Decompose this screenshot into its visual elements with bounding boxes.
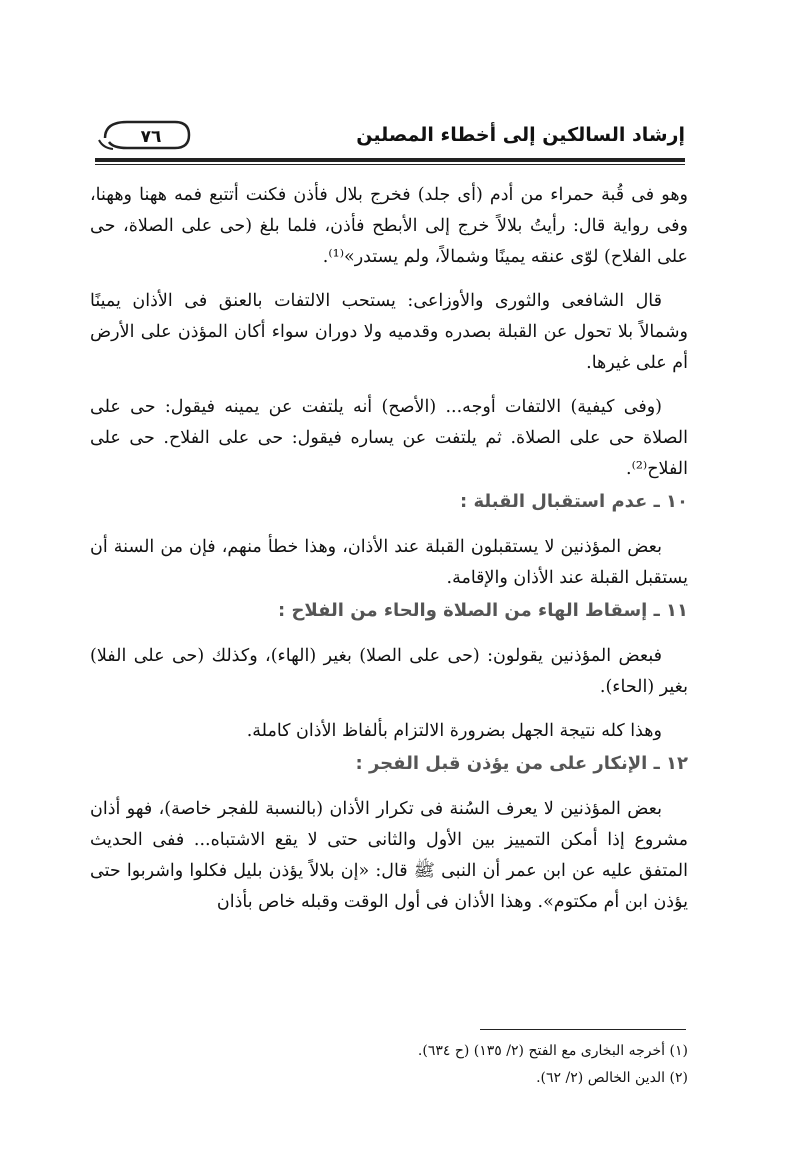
running-header xyxy=(95,118,685,168)
header-rule-thin xyxy=(95,164,685,165)
paragraph: فبعض المؤذنين يقولون: (حى على الصلا) بغير (الهاء)، وكذلك (حى على الفلا) بغير (الحاء). xyxy=(90,646,688,697)
footnote-rule xyxy=(480,1029,686,1030)
page-body xyxy=(90,180,688,918)
footnote: (٢) الدين الخالص (٢/ ٦٢). xyxy=(536,1070,688,1086)
page-number-badge xyxy=(95,118,193,152)
paragraph: قال الشافعى والثورى والأوزاعى: يستحب الالتفات بالعنق فى الأذان يمينًا وشمالاً بلا تحول عن القبلة بصدره وقدميه ولا دوران سواء أكان المؤذن على الأرض أم على غيرها. xyxy=(90,291,688,373)
paragraph: بعض المؤذنين لا يعرف السُنة فى تكرار الأذان (بالنسبة للفجر خاصة)، فهو أذان مشروع إذا أمكن التمييز بين الأول والثانى حتى لا يقع الاشتباه... ففى الحديث المتفق عليه عن ابن عمر أن النبى ﷺ قال: «إن بلالاً يؤذن بليل فكلوا واشربوا حتى يؤذن ابن أم مكتوم». وهذا الأذان فى أول الوقت وقبله خاص بأذان xyxy=(90,799,688,912)
header-rule xyxy=(95,158,685,162)
paragraph: وهو فى قُبة حمراء من أدم (أى جلد) فخرج بلال فأذن فكنت أتتبع فمه ههنا وههنا، وفى رواية قال: رأيتُ بلالاً خرج إلى الأبطح فأذن، فلما بلغ (حى على الصلاة، حى على الفلاح) لوّى عنقه يمينًا وشمالاً، ولم يستدر»⁽¹⁾. xyxy=(90,185,688,267)
page-number: ٧٦ xyxy=(140,127,162,147)
section-heading: ١٢ ـ الإنكار على من يؤذن قبل الفجر : xyxy=(355,753,688,774)
paragraph: وهذا كله نتيجة الجهل بضرورة الالتزام بألفاظ الأذان كاملة. xyxy=(246,721,662,741)
section-heading: ١١ ـ إسقاط الهاء من الصلاة والحاء من الفلاح : xyxy=(277,600,688,621)
paragraph: بعض المؤذنين لا يستقبلون القبلة عند الأذان، وهذا خطأ منهم، فإن من السنة أن يستقبل القبلة عند الأذان والإقامة. xyxy=(90,537,688,588)
book-title: إرشاد السالكين إلى أخطاء المصلين xyxy=(356,124,685,146)
footnote: (١) أخرجه البخارى مع الفتح (٢/ ١٣٥) (ح ٦٣٤). xyxy=(417,1043,688,1059)
paragraph: (وفى كيفية) الالتفات أوجه... (الأصح) أنه يلتفت عن يمينه فيقول: حى على الصلاة حى على الصلاة. ثم يلتفت عن يساره فيقول: حى على الفلاح. حى على الفلاح⁽²⁾. xyxy=(90,397,688,479)
footnotes xyxy=(90,1038,688,1092)
section-heading: ١٠ ـ عدم استقبال القبلة : xyxy=(460,491,688,512)
